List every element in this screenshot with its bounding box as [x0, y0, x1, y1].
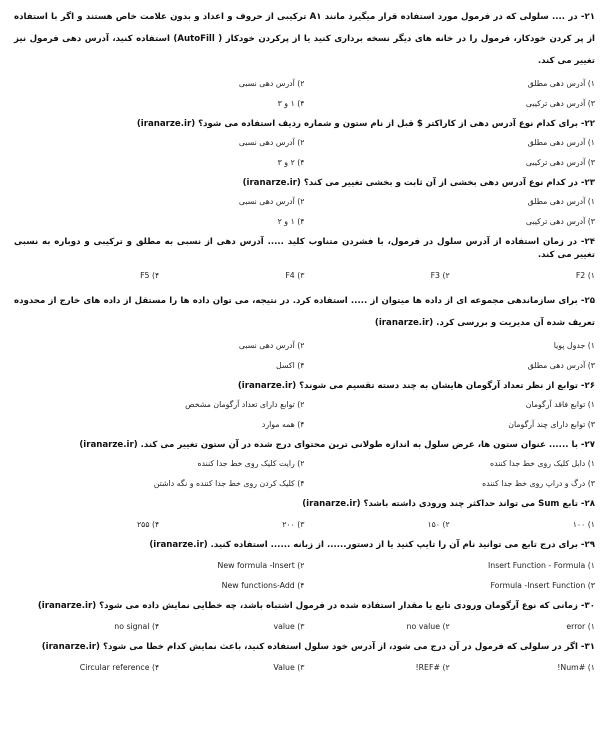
- option: ۳) توابع دارای چند آرگومان: [508, 420, 595, 429]
- options-row: [14, 157, 595, 169]
- option: ۳) F4: [285, 271, 305, 280]
- options-row: [14, 137, 595, 149]
- option: ۱) دابل کلیک روی خط جدا کننده: [490, 459, 595, 468]
- options-row: [14, 580, 595, 592]
- option: ۲) رایت کلیک روی خط جدا کننده: [197, 459, 305, 468]
- question-30: ۳۰- زمانی که نوع آرگومان ورودی تابع یا مقدار استفاده شده در فرمول اشتباه باشد، چه خطایی نمایش داده می شود؟ (iranarze.ir): [37, 601, 595, 611]
- options-row: [14, 340, 595, 352]
- question-23: ۲۳- در کدام نوع آدرس دهی بخشی از آن ثابت و بخشی تغییر می کند؟ (iranarze.ir): [242, 178, 595, 188]
- option: ۴) ۲ و ۳: [277, 158, 305, 167]
- options-row: [14, 519, 595, 531]
- option: ۴) کلیک کردن روی خط جدا کننده و نگه داشتن: [153, 479, 305, 488]
- option: ۱) توابع فاقد آرگومان: [525, 400, 595, 409]
- option: ۴) اکسل: [276, 361, 305, 370]
- option: ۳) Formula -Insert Function: [490, 581, 595, 590]
- options-row: [14, 360, 595, 372]
- question-27: ۲۷- با ...... عنوان ستون ها، عرض سلول به اندازه طولانی ترین محتوای درج شده در آن ستون تغییر می کند. (iranarze.ir): [79, 440, 595, 450]
- option: ۲) #REF!: [415, 663, 450, 672]
- option: ۴) F5: [140, 271, 160, 280]
- option: ۱) جدول پویا: [553, 341, 595, 350]
- option: ۲) آدرس دهی نسبی: [238, 79, 305, 88]
- option: ۱) F2: [575, 271, 595, 280]
- question-26: ۲۶- توابع از نظر تعداد آرگومان هایشان به چند دسته تقسیم می شوند؟ (iranarze.ir): [237, 381, 595, 391]
- options-row: [14, 216, 595, 228]
- option: ۴) همه موارد: [261, 420, 305, 429]
- option: ۱) error: [566, 622, 595, 631]
- option: ۲) توابع دارای تعداد آرگومان مشخص: [185, 400, 305, 409]
- option: ۳) درگ و دراپ روی خط جدا کننده: [482, 479, 595, 488]
- options-row: [14, 560, 595, 572]
- option: ۳) آدرس دهی ترکیبی: [525, 99, 595, 108]
- option: ۲) no value: [406, 622, 450, 631]
- question-28: ۲۸- تابع Sum می تواند حداکثر چند ورودی داشته باشد؟ (iranarze.ir): [302, 499, 595, 509]
- options-row: [14, 98, 595, 110]
- option: ۴) ۱ و ۳: [277, 99, 305, 108]
- options-row: [14, 478, 595, 490]
- options-row: [14, 196, 595, 208]
- option: ۳) ۲۰۰: [282, 520, 305, 529]
- option: ۳) آدرس دهی مطلق: [527, 361, 595, 370]
- option: ۱) #Num!: [557, 663, 595, 672]
- options-row: [14, 419, 595, 431]
- options-row: [14, 458, 595, 470]
- option: ۲) آدرس دهی نسبی: [238, 138, 305, 147]
- option: ۱) ۱۰۰: [572, 520, 595, 529]
- option: ۳) value: [273, 622, 305, 631]
- question-24: ۲۴- در زمان استفاده از آدرس سلول در فرمول، با فشردن متناوب کلید ..... آدرس دهی از نسبی به مطلق و ترکیبی و دوباره به نسبی تغییر می کند.: [14, 237, 595, 260]
- option: ۲) آدرس دهی نسبی: [238, 341, 305, 350]
- question-22: ۲۲- برای کدام نوع آدرس دهی از کاراکتر $ قبل از نام ستون و شماره ردیف استفاده می شود؟ (iranarze.ir): [136, 119, 595, 129]
- option: ۳) آدرس دهی ترکیبی: [525, 217, 595, 226]
- option: ۱) آدرس دهی مطلق: [527, 138, 595, 147]
- options-row: [14, 662, 595, 674]
- question-29: ۲۹- برای درج تابع می توانید نام آن را تایپ کنید یا از دستور...... از زبانه ...... استفاده کنید. (iranarze.ir): [149, 540, 595, 550]
- option: ۴) no signal: [114, 622, 160, 631]
- option: ۴) ۲۵۵: [136, 520, 160, 529]
- question-31: ۳۱- اگر در سلولی که فرمول در آن درج می شود، از آدرس خود سلول استفاده کنید، باعث نمایش کدام خطا می شود؟ (iranarze.ir): [41, 642, 595, 652]
- option: ۲) F3: [430, 271, 450, 280]
- question-21: ۲۱- در .... سلولی که در فرمول مورد استفاده قرار میگیرد مانند A۱ ترکیبی از حروف و اعداد و بدون علامت خاص هستند و اگر با استفاده از پر کردن خودکار، فرمول را در خانه های دیگر نسخه برداری کنید یا از پرکردن خودکار ( AutoFill) استفاده کنید، آدرس دهی فرمول نیز تغییر می کند.: [14, 12, 595, 66]
- option: ۴) New functions-Add: [221, 581, 305, 590]
- options-row: [14, 621, 595, 633]
- option: ۱) Insert Function - Formula: [487, 561, 595, 570]
- question-25: ۲۵- برای سازماندهی مجموعه ای از داده ها میتوان از ..... استفاده کرد. در نتیجه، می توان داده ها را مستقل از داده های خارج از محدوده تعریف شده آن مدیریت و بررسی کرد. (iranarze.ir): [14, 296, 595, 328]
- option: ۱) آدرس دهی مطلق: [527, 79, 595, 88]
- option: ۳) آدرس دهی ترکیبی: [525, 158, 595, 167]
- options-row: [14, 78, 595, 90]
- option: ۳) Value: [273, 663, 305, 672]
- option: ۲) ۱۵۰: [427, 520, 450, 529]
- options-row: [14, 399, 595, 411]
- option: ۱) آدرس دهی مطلق: [527, 197, 595, 206]
- option: ۲) New formula -Insert: [217, 561, 305, 570]
- options-row: [14, 270, 595, 282]
- option: ۴) ۱ و ۲: [277, 217, 305, 226]
- option: ۲) آدرس دهی نسبی: [238, 197, 305, 206]
- option: ۴) Circular reference: [79, 663, 160, 672]
